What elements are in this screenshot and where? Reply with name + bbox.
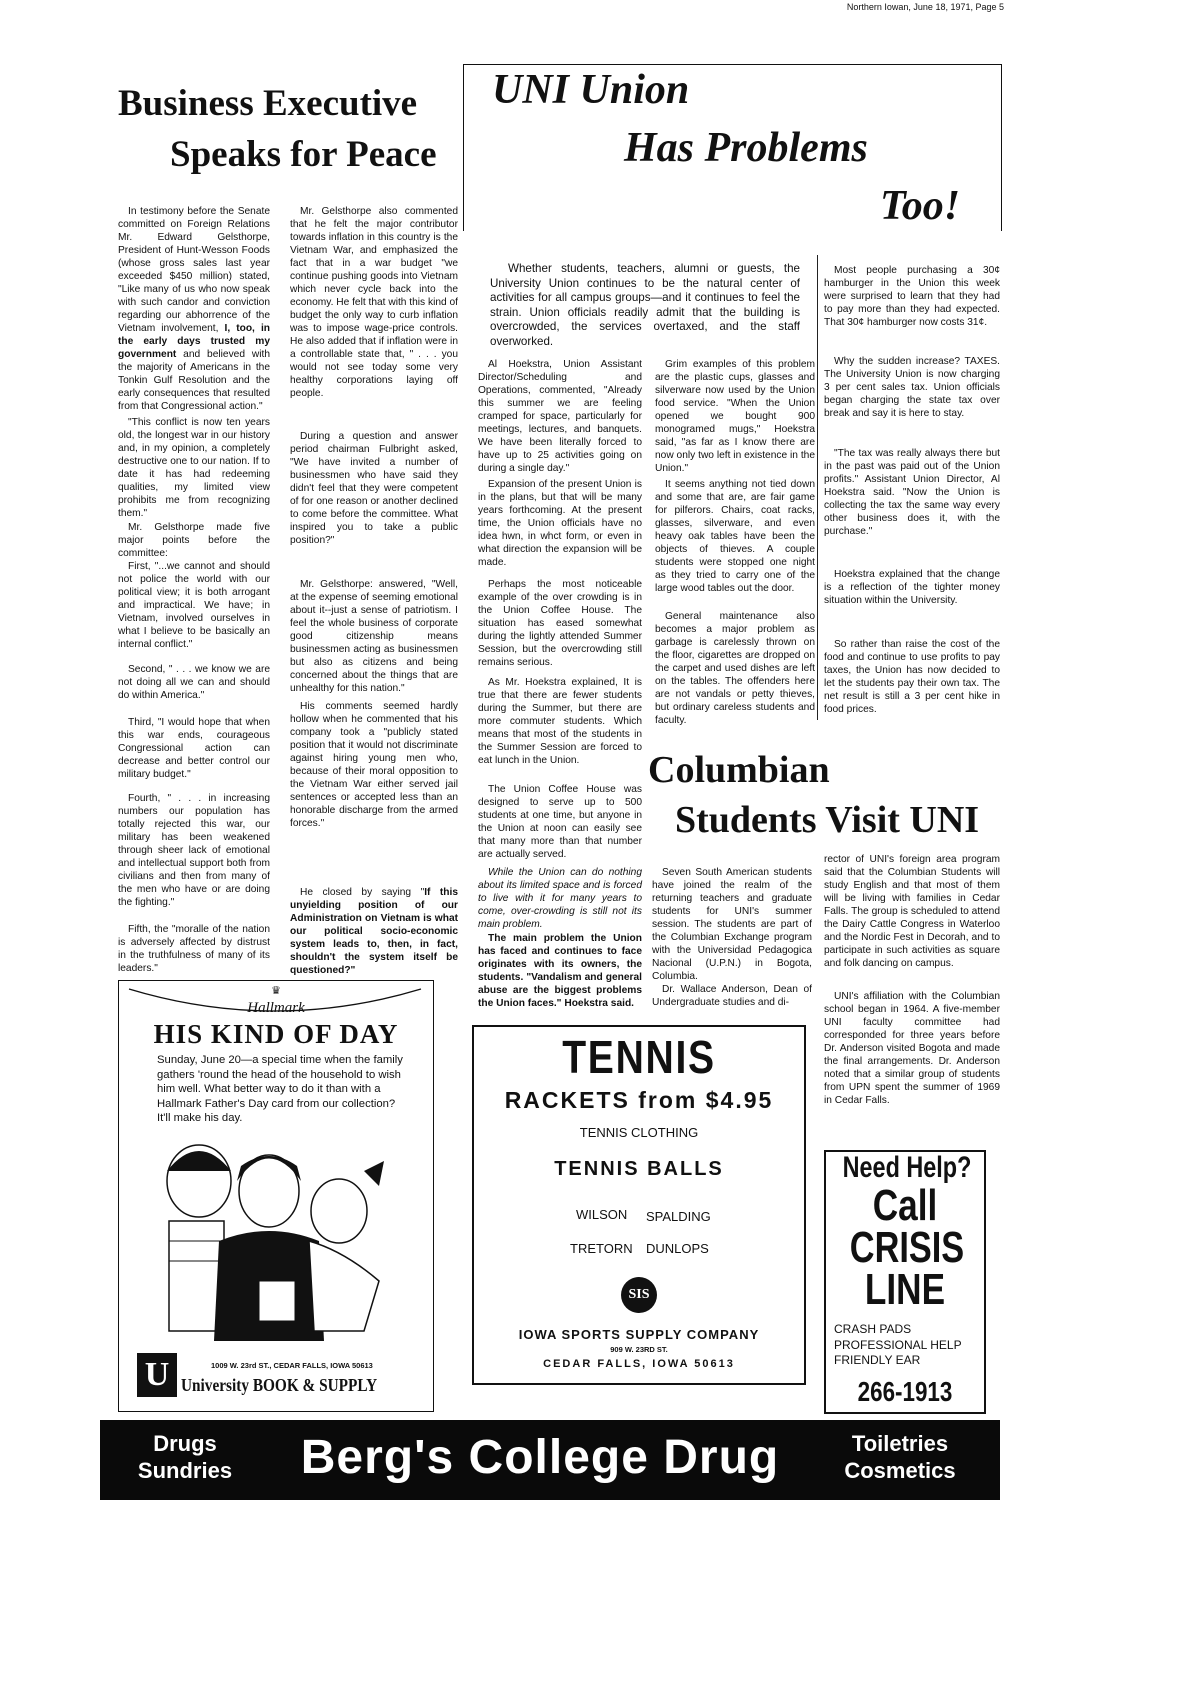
tennis-clothing: TENNIS CLOTHING bbox=[579, 1125, 699, 1140]
business-column-2 bbox=[290, 205, 458, 977]
article-paragraph: Third, "I would hope that when this war ends, courageous Congressional action can decrease and better control our military budget." bbox=[118, 717, 270, 780]
company-name: IOWA SPORTS SUPPLY COMPANY bbox=[518, 1327, 760, 1342]
article-paragraph: Expansion of the present Union is in the plans, but that will be many years forthcoming. At the present time, the Union officials have no idea hwn, in whct form, or even in what direction the expansion will be made. bbox=[478, 479, 642, 568]
need-help-text: Need Help? bbox=[842, 1151, 972, 1184]
tennis-balls: TENNIS BALLS bbox=[554, 1158, 724, 1180]
article-paragraph: "This conflict is now ten years old, the longest war in our history and, in my opinion, a completely destructive one to our nation. If to date it has had redeeming qualities, my limited view prohibits me from recognizing them." bbox=[118, 417, 270, 519]
article-paragraph: UNI's affiliation with the Columbian school began in 1964. A five-member UNI faculty committee had corresponded for three years before Dr. Anderson visited Bogota and made the final arrangements. Dr. Anderson noted that a similar group of students from UPN spent the summer of 1969 in Cedar Falls. bbox=[824, 991, 1000, 1106]
hallmark-logo: Hallmark bbox=[247, 1000, 305, 1016]
headline-union-2: Has Problems bbox=[624, 125, 868, 171]
article-paragraph: Perhaps the most noticeable example of the over crowding is in the Union Coffee House. The situation has eased somewhat during the lightly attended Summer Session, but the overcrowding still remains serious. bbox=[478, 579, 642, 668]
article-paragraph: Mr. Gelsthorpe also commented that he felt the major contributor towards inflation in this country is the Vietnam War, and emphasized the fact that in a war budget "we continue pushing goods into Vietnam which never cycle back into the economy. He felt that with this kind of budget the only way to curb inflation was to impose wage-price controls. He also added that if inflation were in a controllable state that, " . . . you would not see today some very healthy corporations laying off people. bbox=[290, 206, 458, 399]
article-paragraph: Second, " . . . we know we are not doing all we can and should do within America." bbox=[118, 664, 270, 701]
headline-union-3: Too! bbox=[880, 183, 961, 229]
union-column-2 bbox=[655, 358, 815, 727]
sis-logo: SIS bbox=[621, 1277, 657, 1313]
crisis-services bbox=[834, 1322, 962, 1369]
headline-business-1: Business Executive bbox=[118, 83, 418, 124]
crown-icon: ♛ bbox=[271, 985, 281, 997]
article-paragraph: Fifth, the "moralle of the nation is adversely affected by distrust in the truthfulness of many of its leaders." bbox=[118, 924, 270, 974]
toiletries-cosmetics bbox=[820, 1430, 980, 1484]
article-paragraph: Seven South American students have joined the realm of the returning teachers and graduate students for UNI's summer session. The students are part of the Columbian Exchange program with the Universidad Pedagogica Nacional (U.P.N.) in Bogota, Columbia. bbox=[652, 867, 812, 982]
article-paragraph: During a question and answer period chairman Fulbright asked, "We have invited a number of businessmen who have said they didn't feel that they were competent of for one reason or another declined to come before the committee. What inspired you to take a public position?" bbox=[290, 431, 458, 546]
article-paragraph: Fourth, " . . . in increasing numbers our population has totally rejected this war, our military has been weakened through sheer lack of emotional and intellectual support both from civilians and then from many of the men who have or are doing the fighting." bbox=[118, 793, 270, 908]
hallmark-body: Sunday, June 20—a special time when the family gathers 'round the head of the household to wish him well. What better way to do it than with a Hallmark Father's Day card from our collection? It'll make his day. bbox=[157, 1054, 403, 1124]
brand-dunlop: DUNLOPS bbox=[646, 1241, 709, 1256]
brand-wilson: WILSON bbox=[576, 1207, 628, 1222]
article-paragraph: The Union Coffee House was designed to serve up to 500 students at one time, but anyone in the Union at noon can easily see that many more than that number are actually served. bbox=[478, 784, 642, 860]
company-city: CEDAR FALLS, IOWA 50613 bbox=[543, 1358, 735, 1370]
service-item: PROFESSIONAL HELP bbox=[834, 1337, 962, 1352]
columbian-column-2 bbox=[824, 853, 1000, 1107]
left-line-1: Drugs bbox=[153, 1431, 217, 1456]
store-address: 1009 W. 23rd ST., CEDAR FALLS, IOWA 50613 bbox=[211, 1361, 373, 1370]
headline-business-2: Speaks for Peace bbox=[170, 134, 437, 175]
article-paragraph: So rather than raise the cost of the food and continue to use profits to pay taxes, the Union has now decided to let the students pay their own tax. The net result is still a 3 per cent hike in food prices. bbox=[824, 639, 1000, 715]
article-paragraph: As Mr. Hoekstra explained, It is true that there are fewer students during the Summer, but there are more commuter students. Which means that most of the students in the Summer Session are forced to eat lunch in the Union. bbox=[478, 677, 642, 766]
article-paragraph: Al Hoekstra, Union Assistant Director/Scheduling and Operations, commented, "Already this summer we are feeling cramped for space, particularly for meetings, lectures, and banquets. We have been literally forced to have up to 25 activities going on during a single day." bbox=[478, 359, 642, 474]
article-paragraph: The main problem the Union has faced and continues to face originates with its owners, the students. "Vandalism and general abuse are the biggest problems the Union faces." Hoekstra said. bbox=[478, 933, 642, 1009]
article-paragraph: First, "...we cannot and should not police the world with our political view; it is both arrogant and impractical. We have; in Vietnam, involved ourselves in what I believe to be basically an internal conflict." bbox=[118, 561, 270, 650]
article-paragraph: Dr. Wallace Anderson, Dean of Undergraduate studies and di- bbox=[652, 984, 812, 1008]
crisis-line-ad bbox=[824, 1150, 986, 1414]
article-paragraph: While the Union can do nothing about its limited space and is forced to live with it for many years to come, over-crowding is still not its main problem. bbox=[478, 867, 642, 930]
tennis-ad bbox=[472, 1025, 806, 1385]
article-paragraph: Most people purchasing a 30¢ hamburger in the Union this week were surprised to learn that they had to pay more than they had expected. That 30¢ hamburger now costs 31¢. bbox=[824, 265, 1000, 328]
service-item: FRIENDLY EAR bbox=[834, 1353, 921, 1367]
right-line-1: Toiletries bbox=[851, 1431, 949, 1456]
company-address: 909 W. 23RD ST. bbox=[610, 1345, 668, 1354]
drugs-sundries bbox=[120, 1430, 250, 1484]
university-logo: U bbox=[137, 1353, 177, 1397]
hallmark-headline: HIS KIND OF DAY bbox=[153, 1019, 399, 1049]
line-text: LINE bbox=[864, 1265, 946, 1314]
crisis-text: CRISIS bbox=[849, 1223, 965, 1272]
article-paragraph: Why the sudden increase? TAXES. The University Union is now charging 3 per cent sales tax. Union officials began charging the state tax over break and say it is here to stay. bbox=[824, 356, 1000, 419]
page-folio: Northern Iowan, June 18, 1971, Page 5 bbox=[846, 2, 1004, 12]
hallmark-ad bbox=[118, 980, 434, 1412]
union-column-3 bbox=[824, 264, 1000, 716]
article-paragraph: rector of UNI's foreign area program said that the Columbian Students will study English and that most of them will be living with families in Cedar Falls. The group is scheduled to attend the Dairy Cattle Congress in Waterloo and the Nordic Fest in Decorah, and to participate in such activities as square and folk dancing on campus. bbox=[824, 854, 1000, 969]
article-paragraph: "The tax was really always there but in the past was paid out of the Union profits." Assistant Union Director, Al Hoekstra said. "Now the Union is collecting the tax the same way every other business does it, with the purchase." bbox=[824, 448, 1000, 537]
rackets-price: RACKETS from $4.95 bbox=[504, 1087, 774, 1113]
brand-tretorn: TRETORN bbox=[570, 1241, 633, 1256]
store-name: University BOOK & SUPPLY bbox=[181, 1375, 378, 1395]
call-text: Call bbox=[872, 1181, 938, 1230]
tennis-title: TENNIS bbox=[562, 1031, 716, 1083]
union-column-1 bbox=[478, 358, 642, 1010]
right-line-2: Cosmetics bbox=[844, 1458, 956, 1483]
business-column-1 bbox=[118, 205, 270, 975]
father-children-illustration bbox=[149, 1131, 389, 1341]
columbian-column-1 bbox=[652, 866, 812, 1009]
article-paragraph: He closed by saying "If this unyielding position of our Administration on Vietnam is what our political socio-economic system leads to, then, in fact, shouldn't the system itself be questioned?" bbox=[290, 887, 458, 976]
crisis-phone: 266-1913 bbox=[857, 1376, 953, 1407]
article-paragraph: Hoekstra explained that the change is a reflection of the tighter money situation within the University. bbox=[824, 569, 1000, 606]
article-paragraph: It seems anything not tied down and some that are, are fair game for pilferors. Chairs, coat racks, glasses, silverware, and even heavy oak tables have been the objects of thieves. A couple students were stopped one night as they tried to carry one of the large wood tables out the door. bbox=[655, 479, 815, 594]
article-paragraph: Grim examples of this problem are the plastic cups, glasses and silverware now used by the Union food service. "When the Union opened we bought 900 monogramed mugs," Hoekstra said, "as far as I know there are now only two left in existence in the Union." bbox=[655, 359, 815, 474]
headline-union-1: UNI Union bbox=[492, 67, 690, 113]
store-name: Berg's College Drug bbox=[300, 1431, 780, 1484]
union-intro: Whether students, teachers, alumni or guests, the University Union continues to be the natural center of activities for all campus groups—and it continues to feel the strain. Union officials readily admit that the building is overcrowded, the services overtaxed, and the staff overworked. bbox=[490, 262, 800, 348]
headline-columbian-2: Students Visit UNI bbox=[675, 799, 980, 841]
column-rule bbox=[817, 255, 818, 720]
article-paragraph: General maintenance also becomes a major problem as garbage is carelessly thrown on the floor, cigarettes are dropped on the carpet and used dishes are left on the tables. The offenders here are not vandals or petty thieves, but ordinary careless students and faculty. bbox=[655, 611, 815, 726]
article-paragraph: Mr. Gelsthorpe made five major points before the committee: bbox=[118, 522, 270, 559]
headline-columbian-1: Columbian bbox=[648, 749, 830, 791]
article-paragraph: Mr. Gelsthorpe: answered, "Well, at the expense of seeming emotional about it--just a sense of patriotism. I feel the whole business of corporate good citizenship means businessmen acting as businessmen but also as citizens and being concerned about the things that are unhealthy for this nation." bbox=[290, 579, 458, 694]
brand-spalding: SPALDING bbox=[646, 1209, 711, 1224]
bergs-college-drug-ad bbox=[100, 1420, 1000, 1500]
left-line-2: Sundries bbox=[137, 1458, 233, 1483]
article-paragraph: In testimony before the Senate committed on Foreign Relations Mr. Edward Gelsthorpe, President of Hunt-Wesson Foods (whose gross sales last year exceeded $450 million) stated, "Like many of us who now speak with such candor and conviction regarding our abhorrence of the Vietnam involvement, I, too, in the early days trusted my government and believed with the majority of Americans in the Tonkin Gulf Resolution and the early consequences that resulted from that Congressional action." bbox=[118, 206, 270, 412]
article-paragraph: His comments seemed hardly hollow when he commented that his company took a "publicly stated position that it would not discriminate against hiring young men who, because of their moral opposition to the Vietnam War either served jail sentences or accepted less than an honorable discharge from the armed forces." bbox=[290, 701, 458, 829]
service-item: CRASH PADS bbox=[834, 1322, 912, 1336]
